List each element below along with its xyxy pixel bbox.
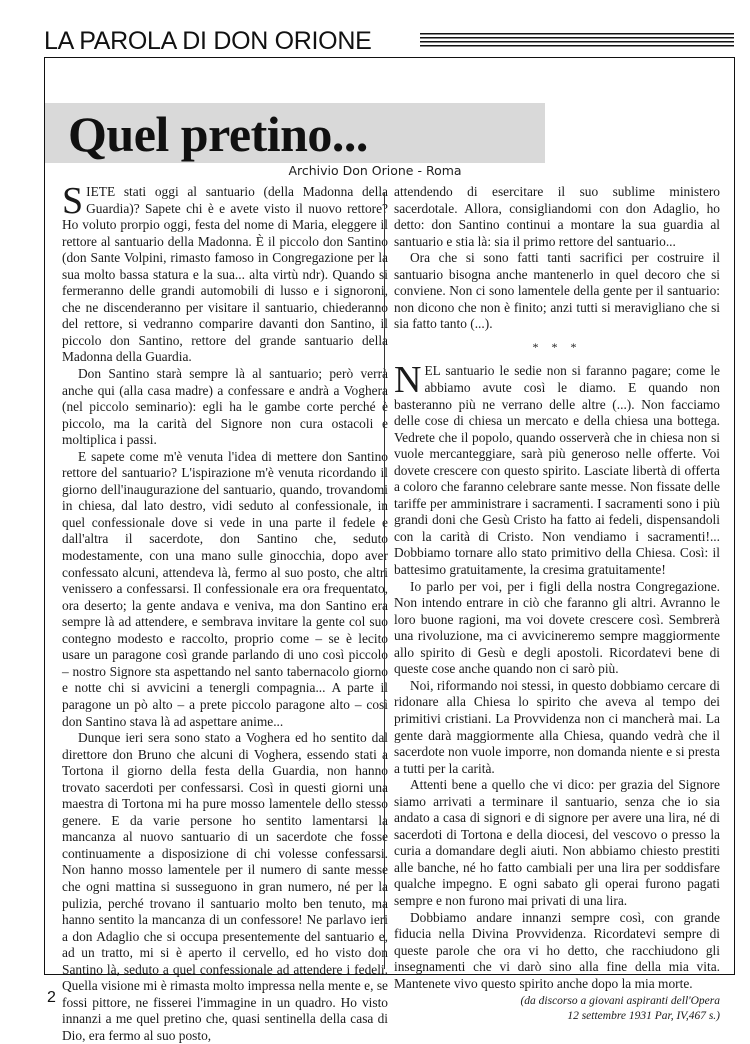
header-rules-decoration xyxy=(420,33,734,49)
paragraph: Dobbiamo andare innanzi sempre così, con grande fiducia nella Divina Provvidenza. Ricordatevi sempre di queste parole che ora vi ho detto, che racchiudono gli insegnamenti che vi darò sino alla fine della mia vita. Mantenete vivo questo spirito anche dopo la mia morte. xyxy=(394,909,720,991)
paragraph: Ora che si sono fatti tanti sacrifici per costruire il santuario bisogna anche mantenerlo in quel decoro che si conviene. Non ci sono lamentele della gente per il santuario: non dicono che non è finito; anzi tutti si meravigliano che si sia fatto tanto (...). xyxy=(394,250,720,332)
paragraph-text: EL santuario le sedie non si faranno pagare; come le abbiamo avute così le diamo. E quando non basteranno più ne verrano delle altre (...). Non facciamo delle cose di chiesa un mercato e della chiesa una bottega. Vedrete che il popolo, quando osserverà che in chiesa non si vuole mercanteggiare, sarà più generoso nelle offerte. Voi dovete crescere con questo spirito. Lasciate libertà di offerta a coloro che faranno celebrare sante messe. Non fissate delle tariffe per amministrare i sacramenti. I sacramenti sono i più grandi doni che Gesù Cristo ha fatto ai fedeli, dispensandoli con la carità di Cristo. Non vendiamo i sacramenti!... Dobbiamo tornare allo stato primitivo della Chiesa. Così: il battesimo gratuitamente, la cresima gratuitamente! xyxy=(394,363,720,578)
article-title: Quel pretino... xyxy=(68,106,368,162)
right-column xyxy=(394,184,720,1022)
column-divider xyxy=(384,192,385,969)
paragraph xyxy=(394,359,720,578)
paragraph xyxy=(62,180,388,366)
source-line: (da discorso a giovani aspiranti dell'Opera xyxy=(520,995,720,1008)
section-title: LA PAROLA DI DON ORIONE xyxy=(44,27,372,55)
paragraph: attendendo di esercitare il suo sublime ministero sacerdotale. Allora, consigliandomi con don Adaglio, ho detto: don Santino continui a montare la sua guardia al santuario e stia là: sia il primo rettore del santuario... xyxy=(394,184,720,249)
paragraph: E sapete come m'è venuta l'idea di mettere don Santino rettore del santuario? L'ispirazione m'è venuta ricordando il giorno dell'inaugurazione del santuario, quando, trovandomi in chiesa, dal lato destro, vidi seduto al confessionale, in quel confessionale dove si vede in una parte il fedele e dall'altra il sacerdote, don Santino che, seduto modestamente, con una mano sulle ginocchia, dopo aver confessato alcuni, attendeva là, fermo al suo posto, che altri venissero a confessarsi. Il confessionale era ora frequentato, ora deserto; la gente andava e veniva, ma don Santino era sempre là ad attendere, e sembrava invitare la gente col suo contegno modesto e raccolto, proprio come – se è lecito usare un paragone così grande parlando di uno così piccolo – nostro Signore sta aspettando nel santo tabernacolo giorno e notte chi si avvicini a tenergli compagnia... A parte il paragone un pò alto – a prete piccolo paragone alto – così don Santino stava là ad aspettare anime... xyxy=(62,448,388,729)
paragraph: Attenti bene a quello che vi dico: per grazia del Signore siamo arrivati a terminare il santuario, senza che io sia andato a casa di signori e di signore per avere una lira, né di sacerdoti di Tortona e della diocesi, del vescovo o presso la curia a domandare degli aiuti. Non abbiamo chiesto prestiti alle banche, né ho fatto cambiali per una lira per soddisfare qualche impegno. E ogni sabato gli operai furono pagati sempre e non furono mai privati di una lira. xyxy=(394,777,720,908)
section-separator: * * * xyxy=(532,339,582,354)
drop-cap: N xyxy=(394,359,422,402)
page-number: 2 xyxy=(47,989,56,1006)
archive-watermark: Archivio Don Orione - Roma xyxy=(288,163,462,178)
paragraph: Dunque ieri sera sono stato a Voghera ed ho sentito dal direttore don Bruno che alcuni di Voghera, essendo stati a Tortona il giorno della festa della Guardia, non hanno trovato sacerdoti per confessarsi. Così in questi giorni una maestra di Tortona mi ha pure mosso lamentele dello stesso genere. E da varie persone ho sentito lamentarsi la mancanza al nuovo santuario di un sacerdote che fosse continuamente a disposizione di chi volesse confessarsi. Non hanno mosso lamentele per il numero di sante messe che ogni mattina si susseguono in gran numero, né per la pulizia, perché trovano il santuario molto ben tenuto, ma hanno sentito la mancanza di un confessore! Ne parlavo ieri a don Adaglio che si occupa presentemente del santuario e, ad un tratto, mi si è aperto il cervello, ed ho visto don Santino là, seduto a quel confessionale ad attendere i fedeli. Quella visione mi è rimasta molto impressa nella mente e, se fossi pittore, ne fisserei l'immagine in un quadro. Ho visto innanzi a me quel pretino che, quasi sentinella della casa di Dio, era fermo al suo posto, xyxy=(62,730,388,1043)
paragraph: Io parlo per voi, per i figli della nostra Congregazione. Non intendo entrare in ciò che faranno gli altri. Avranno le loro buone ragioni, ma voi dovete crescere così. Sembrerà una rivoluzione, ma ci avvicineremo sempre maggiormente allo spirito di Gesù e degli apostoli. Ricordatevi bene di queste cose anche quando non ci sarò più. xyxy=(394,578,720,677)
source-line: 12 settembre 1931 Par, IV,467 s.) xyxy=(567,1009,720,1022)
left-column xyxy=(62,180,388,1043)
page-header xyxy=(44,26,734,56)
source-citation xyxy=(394,994,720,1023)
paragraph: Don Santino starà sempre là al santuario; però verrà anche qui (alla casa madre) a confessare e andrà a Voghera (nel piccolo seminario): egli ha le gambe corte perché è piccolo, ma la carità del Signore non cura ostacoli e moltiplica i passi. xyxy=(62,366,388,448)
drop-cap: S xyxy=(62,180,84,222)
paragraph-text: IETE stati oggi al santuario (della Madonna della Guardia)? Sapete chi è e avete visto il nuovo rettore? Ho voluto prorpio oggi, festa del nome di Maria, eleggere il rettore al santuario della Madonna. È il piccolo don Santino (don Sante Volpini, rimasto famoso in Congregazione per la sua molto bassa statura e la sua... alta virtù ndr). Quando si fermeranno delle grandi automobili di lusso e i signoroni, che ne discenderanno per visitare il santuario, chiederanno del rettore, si vedranno comparire davanti don Santino, il piccolo don Santino, rettore del grande santuario della Madonna della Guardia. xyxy=(62,184,388,365)
paragraph: Noi, riformando noi stessi, in questo dobbiamo cercare di ridonare alla Chiesa lo spirito che aveva al tempo dei primitivi cristiani. La Provvidenza non ci mancherà mai. La gente darà maggiormente alla Chiesa, quando vedrà che il sacerdote non vuole imporre, non domanda niente e si presta a tutti per la carità. xyxy=(394,677,720,776)
